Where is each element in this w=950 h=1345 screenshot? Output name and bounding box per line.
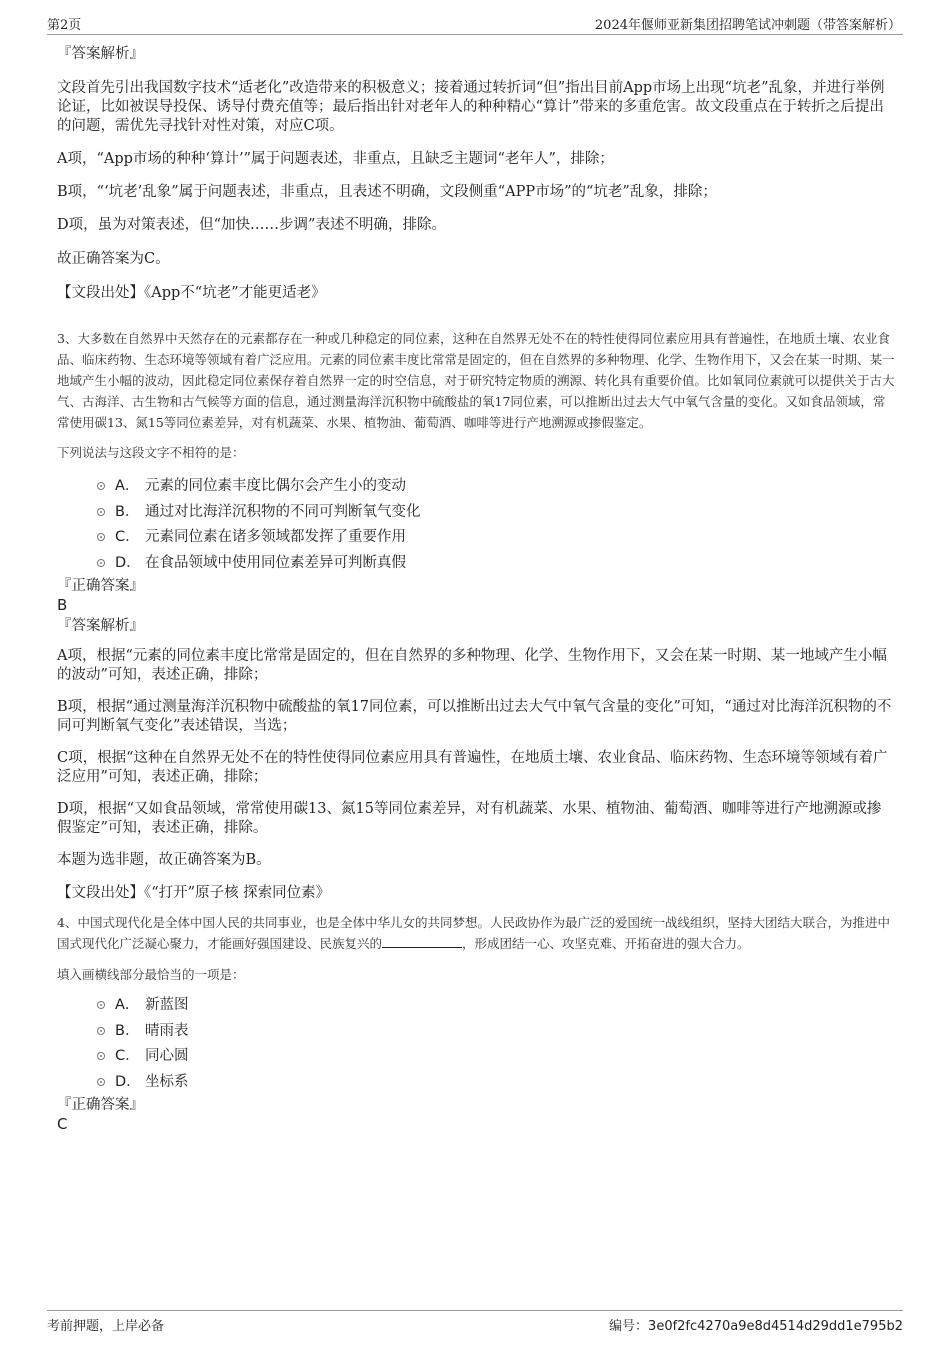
q3-option-d[interactable]: D． 在食品领域中使用同位素差异可判断真假 [57,553,895,579]
page-footer [47,1310,903,1335]
q2-analysis-label: 『答案解析』 [57,46,144,62]
q4-question-text [57,912,895,954]
option-text: 通过对比海洋沉积物的不同可判断氧气变化 [145,503,421,520]
radio-icon[interactable] [97,1001,105,1009]
radio-icon[interactable] [97,533,105,541]
option-text: 坐标系 [145,1073,189,1090]
q2-analysis-b: B项，“‘坑老’乱象”属于问题表述，非重点，且表述不明确，文段侧重“APP市场”的“坑老”乱象，排除； [57,184,717,200]
q4-answer: C [57,1115,68,1133]
q2-analysis-d: D项，虽为对策表述，但“加快……步调”表述不明确，排除。 [57,217,446,233]
q4-options [57,995,895,1097]
radio-icon[interactable] [97,508,105,516]
q2-conclusion: 故正确答案为C。 [57,251,170,267]
q4-text-before: 4、中国式现代化是全体中国人民的共同事业，也是全体中华儿女的共同梦想。人民政协作为最广泛的爱国统一战线组织，坚持大团结大联合，为推进中国式现代化广泛凝心聚力，才能画好强国建设、民族复兴的 [57,915,890,951]
q4-option-b[interactable]: B． 晴雨表 [57,1021,895,1047]
q3-analysis-a: A项，根据“元素的同位素丰度比常常是固定的，但在自然界的多种物理、化学、生物作用下，又会在某一时期、某一地域产生小幅的波动”可知，表述正确，排除； [57,648,887,683]
q3-option-c[interactable]: C． 元素同位素在诸多领域都发挥了重要作用 [57,527,895,553]
option-text: 元素同位素在诸多领域都发挥了重要作用 [145,529,406,545]
q4-answer-label: 『正确答案』 [57,1097,144,1113]
option-text: 晴雨表 [145,1022,189,1039]
option-text: 元素的同位素丰度比偶尔会产生小的变动 [145,478,406,494]
radio-icon[interactable] [97,482,105,490]
footer-slogan: 考前押题，上岸必备 [47,1319,165,1334]
q4-prompt: 填入画横线部分最恰当的一项是： [57,967,245,982]
q3-source: 【文段出处】《“打开”原子核 探索同位素》 [57,885,331,901]
document-title: 2024年偃师亚新集团招聘笔试冲刺题（带答案解析） [594,18,901,33]
option-text: 同心圆 [145,1048,189,1064]
q3-option-b[interactable]: B． 通过对比海洋沉积物的不同可判断氧气变化 [57,502,895,528]
q2-analysis-intro: 文段首先引出我国数字技术“适老化”改造带来的积极意义；接着通过转折词“但”指出目前App市场上出现“坑老”乱象，并进行举例论证，比如被误导投保、诱导付费充值等；最后指出针对老年人的种种精心“算计”带来的多重危害。故文段重点在于转折之后提出的问题，需优先寻找针对性对策，对应C项。 [57,80,885,134]
page-number: 第2页 [47,18,82,33]
q4-option-c[interactable]: C． 同心圆 [57,1046,895,1072]
radio-icon[interactable] [97,1078,105,1086]
q3-answer: B [57,596,68,614]
q3-answer-label: 『正确答案』 [57,578,144,594]
q3-analysis-d: D项，根据“又如食品领域，常常使用碳13、氮15等同位素差异，对有机蔬菜、水果、植物油、葡萄酒、咖啡等进行产地溯源或掺假鉴定”可知，表述正确，排除。 [57,801,882,836]
fill-blank [382,935,462,948]
q3-question-text: 3、大多数在自然界中天然存在的元素都存在一种或几种稳定的同位素，这种在自然界无处不在的特性使得同位素应用具有普遍性，在地质土壤、农业食品、临床药物、生态环境等领域有着广泛应用。元素的同位素丰度比常常是固定的，但在自然界的多种物理、化学、生物作用下，又会在某一时期、某一地域产生小幅的波动，因此稳定同位素保存着自然界一定的时空信息，对于研究特定物质的溯源、转化具有重要价值。比如氧同位素就可以提供关于古大气、古海洋、古生物和古气候等方面的信息，通过测量海洋沉积物中硫酸盐的氧17同位素，可以推断出过去大气中氧气含量的变化。又如食品领域，常常使用碳13、氮15等同位素差异，对有机蔬菜、水果、植物油、葡萄酒、咖啡等进行产地溯源或掺假鉴定。 [57,331,895,430]
q4-option-a[interactable]: A． 新蓝图 [57,995,895,1021]
radio-icon[interactable] [97,559,105,567]
option-text: 新蓝图 [145,997,189,1013]
option-text: 在食品领域中使用同位素差异可判断真假 [145,554,406,571]
q3-option-a[interactable]: A． 元素的同位素丰度比偶尔会产生小的变动 [57,476,895,502]
q3-prompt: 下列说法与这段文字不相符的是： [57,445,245,460]
q3-analysis-label: 『答案解析』 [57,618,144,634]
q2-source: 【文段出处】《App不“坑老”才能更适老》 [57,285,326,301]
document-code [609,1315,903,1334]
code-label: 编号： [609,1319,649,1334]
q3-conclusion: 本题为选非题，故正确答案为B。 [57,852,271,868]
q2-analysis-a: A项，“App市场的种种‘算计’”属于问题表述，非重点，且缺乏主题词“老年人”，排除； [57,151,614,167]
q3-analysis-b: B项，根据“通过测量海洋沉积物中硫酸盐的氧17同位素，可以推断出过去大气中氧气含量的变化”可知，“通过对比海洋沉积物的不同可判断氧气变化”表述错误，当选； [57,699,892,734]
page-content [57,44,895,1133]
radio-icon[interactable] [97,1052,105,1060]
radio-icon[interactable] [97,1027,105,1035]
q4-option-d[interactable]: D． 坐标系 [57,1072,895,1098]
q3-options [57,476,895,578]
q3-analysis-c: C项，根据“这种在自然界无处不在的特性使得同位素应用具有普遍性，在地质土壤、农业食品、临床药物、生态环境等领域有着广泛应用”可知，表述正确，排除； [57,750,888,785]
code-value: 3e0f2fc4270a9e8d4514d29dd1e795b2 [648,1319,903,1334]
q4-text-after: ，形成团结一心、攻坚克难、开拓奋进的强大合力。 [462,936,750,951]
page-header [47,12,903,35]
